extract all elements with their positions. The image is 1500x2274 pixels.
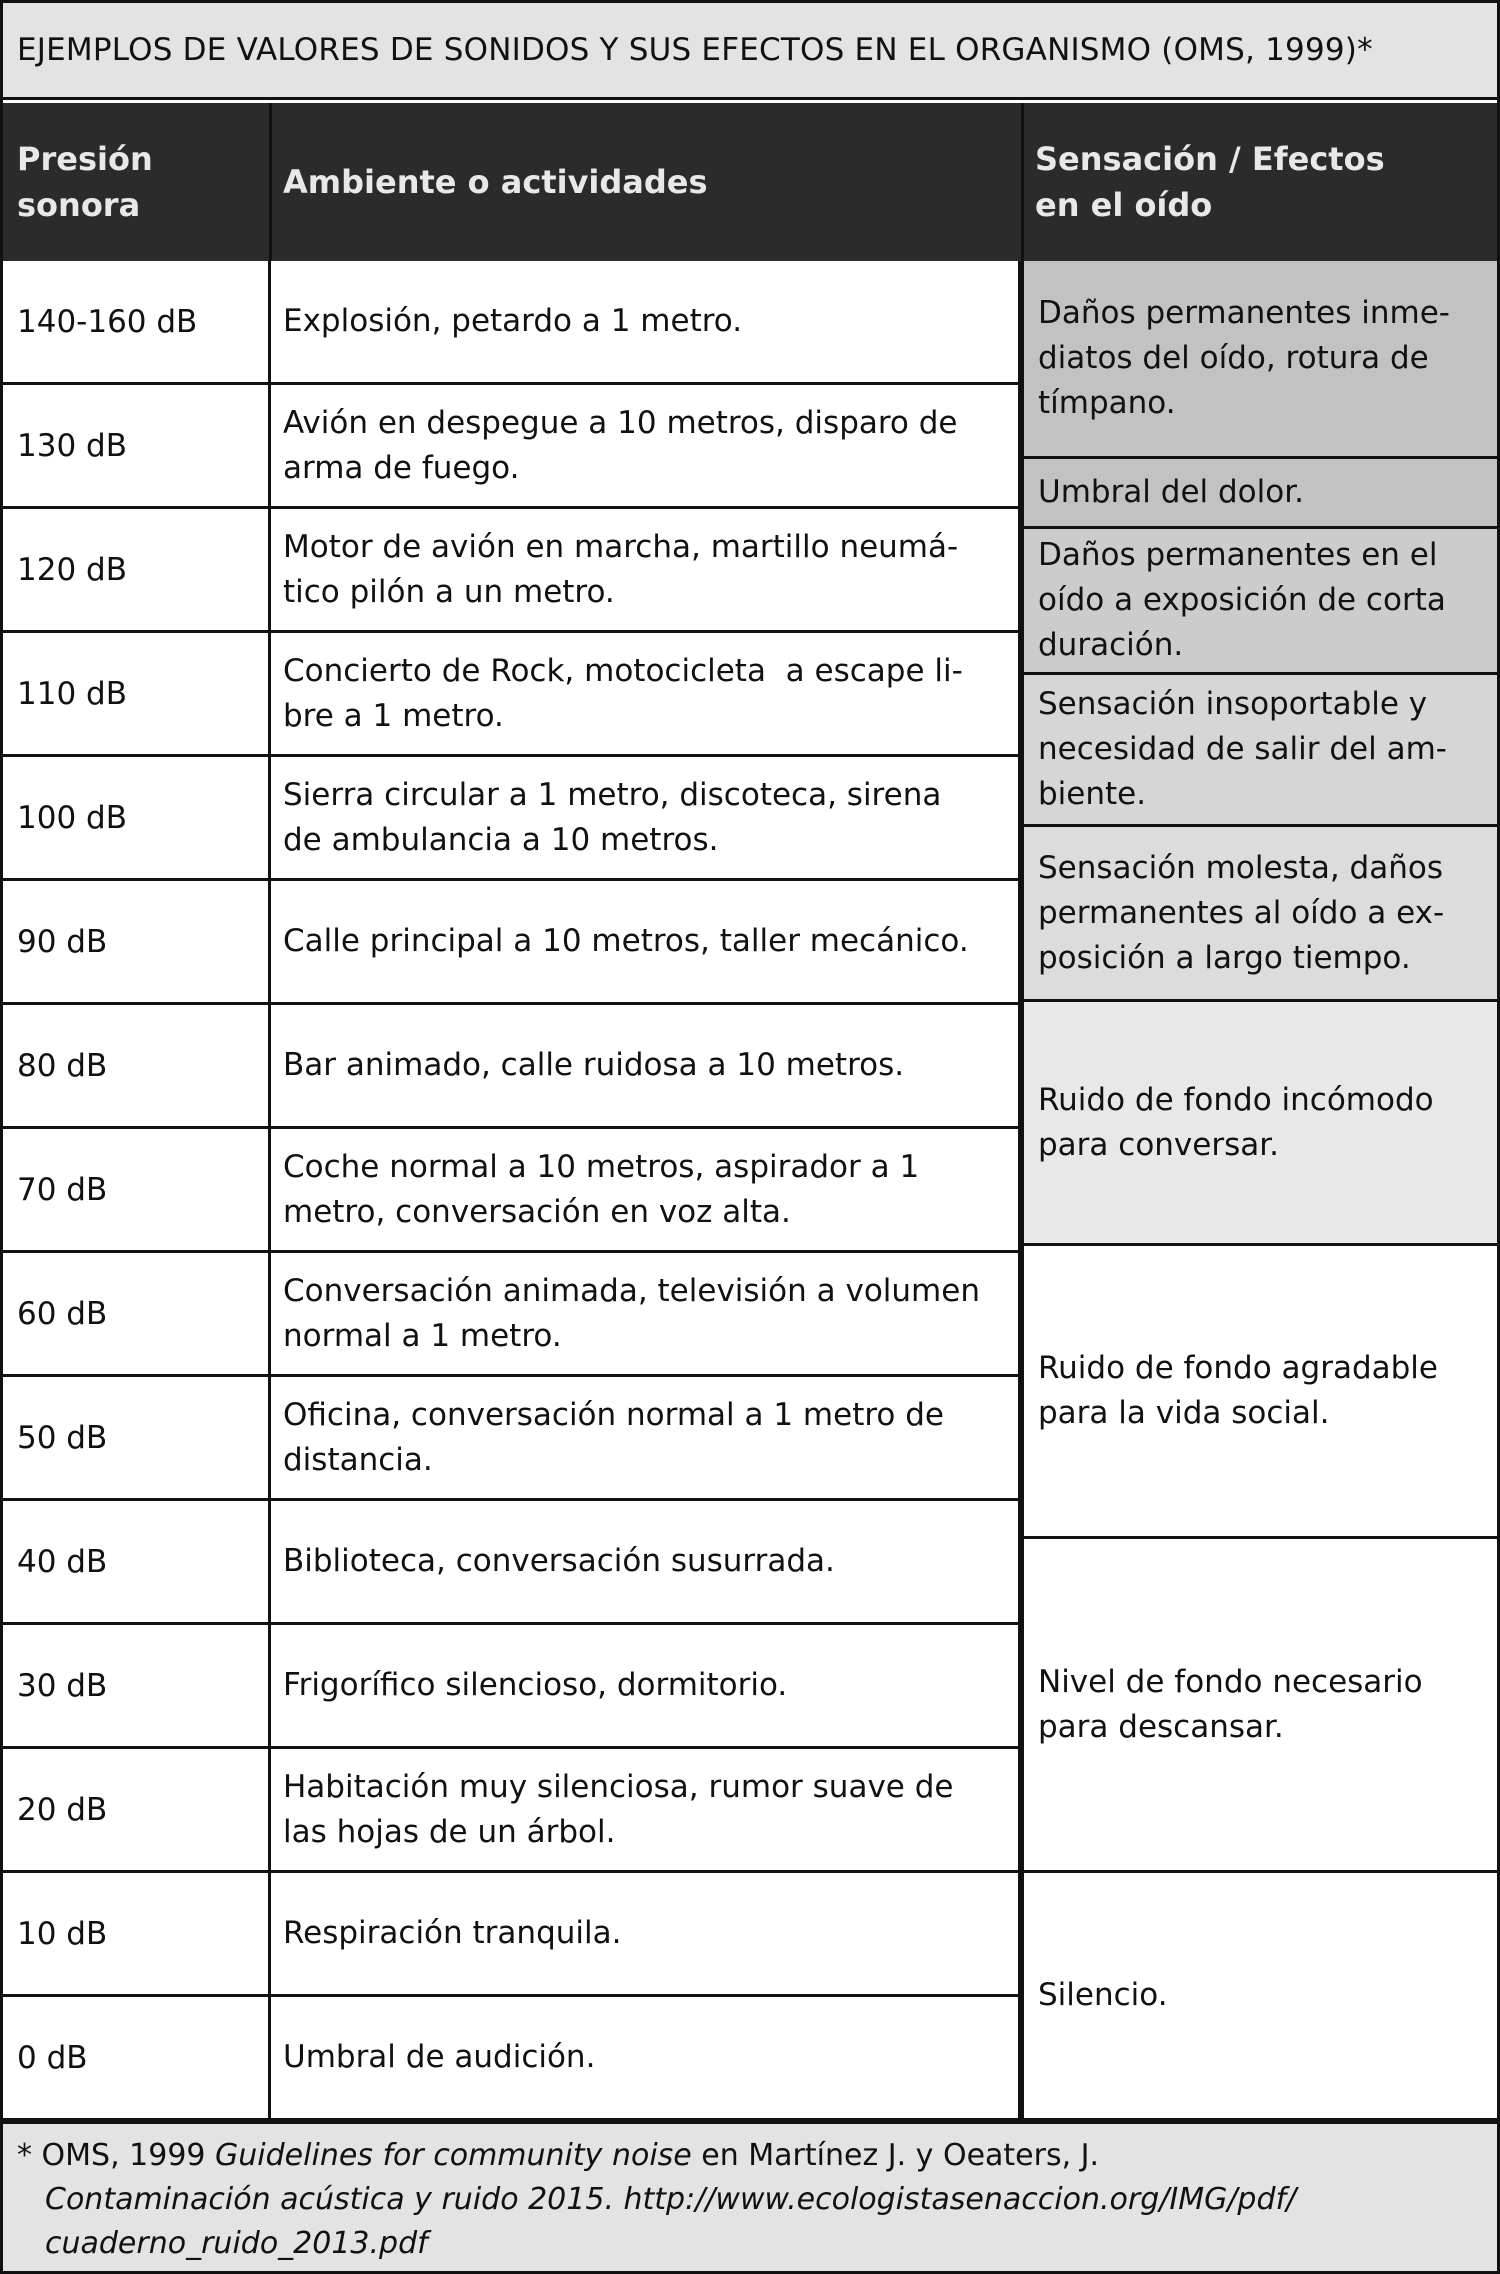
effect-cell (1021, 261, 1497, 459)
effect-line: para la vida social. (1038, 1395, 1330, 1431)
table-footnote (3, 2121, 1497, 2271)
ambiente-line: Conversación animada, televisión a volumen (283, 1272, 980, 1309)
effect-line: para descansar. (1038, 1708, 1284, 1745)
table-row (3, 1997, 1021, 2121)
footnote-guidelines: Guidelines for community noise (215, 2138, 692, 2173)
ambiente-line: normal a 1 metro. (283, 1317, 562, 1354)
cell-pressure-level: 110 dB (3, 633, 271, 757)
cell-pressure-level: 0 dB (3, 1997, 271, 2121)
table-row (3, 385, 1021, 509)
table-row (3, 1749, 1021, 1873)
header-presion-sonora (3, 103, 269, 261)
table-row (3, 1873, 1021, 1997)
cell-pressure-level: 20 dB (3, 1749, 271, 1873)
cell-pressure-level: 130 dB (3, 385, 271, 509)
ambiente-line: Explosión, petardo a 1 metro. (283, 303, 743, 339)
table-row (3, 1377, 1021, 1501)
ambiente-line: las hojas de un árbol. (283, 1813, 616, 1850)
cell-pressure-level: 40 dB (3, 1501, 271, 1625)
table-row (3, 509, 1021, 633)
header-sensacion (1021, 103, 1497, 261)
effect-cell (1021, 1539, 1497, 1873)
effect-line: necesidad de salir del am- (1038, 731, 1447, 767)
table-row (3, 1253, 1021, 1377)
effect-line: Sensación molesta, daños (1038, 849, 1443, 886)
effect-line: oído a exposición de corta (1038, 582, 1446, 618)
header-sensacion-line2: en el oído (1035, 186, 1213, 224)
ambiente-line: de ambulancia a 10 metros. (283, 821, 719, 858)
table-row (3, 881, 1021, 1005)
table-row (3, 1625, 1021, 1749)
effect-line: Nivel de fondo necesario (1038, 1663, 1423, 1700)
table-row (3, 1005, 1021, 1129)
effect-line: para conversar. (1038, 1126, 1279, 1163)
cell-ambiente (271, 881, 1021, 1005)
ambiente-line: Habitación muy silenciosa, rumor suave de (283, 1768, 954, 1805)
cell-ambiente (271, 385, 1021, 509)
effect-line: biente. (1038, 776, 1147, 812)
effect-line: tímpano. (1038, 385, 1176, 421)
ambiente-line: Calle principal a 10 metros, taller mecánico. (283, 923, 969, 959)
effect-line: Sensación insoportable y (1038, 686, 1428, 722)
ambiente-line: arma de fuego. (283, 449, 520, 486)
cell-pressure-level: 50 dB (3, 1377, 271, 1501)
footnote-cuaderno: cuaderno_ruido_2013.pdf (45, 2226, 428, 2261)
ambiente-line: bre a 1 metro. (283, 697, 504, 734)
ambiente-line: Oficina, conversación normal a 1 metro de (283, 1396, 944, 1433)
cell-ambiente (271, 1749, 1021, 1873)
effect-cell (1021, 827, 1497, 1002)
cell-pressure-level: 30 dB (3, 1625, 271, 1749)
table-header (3, 103, 1497, 261)
ambiente-line: Motor de avión en marcha, martillo neumá- (283, 528, 959, 565)
table-row (3, 757, 1021, 881)
effect-line: Silencio. (1038, 1977, 1168, 2013)
cell-ambiente (271, 1129, 1021, 1253)
cell-pressure-level: 10 dB (3, 1873, 271, 1997)
footnote-star: * OMS, 1999 (17, 2138, 216, 2173)
ambiente-line: Umbral de audición. (283, 2039, 596, 2075)
effect-line: Ruido de fondo agradable (1038, 1350, 1438, 1386)
table-row (3, 261, 1021, 385)
effect-line: duración. (1038, 627, 1184, 663)
effect-cell (1021, 1002, 1497, 1246)
effect-line: Ruido de fondo incómodo (1038, 1081, 1434, 1118)
effect-cell (1021, 459, 1497, 529)
cell-pressure-level: 100 dB (3, 757, 271, 881)
effect-cell (1021, 529, 1497, 675)
cell-ambiente (271, 1997, 1021, 2121)
header-sensacion-line1: Sensación / Efectos (1035, 140, 1385, 178)
cell-ambiente (271, 261, 1021, 385)
ambiente-line: Sierra circular a 1 metro, discoteca, sirena (283, 776, 942, 813)
cell-ambiente (271, 1873, 1021, 1997)
effect-line: posición a largo tiempo. (1038, 939, 1411, 976)
cell-ambiente (271, 757, 1021, 881)
table-row (3, 1501, 1021, 1625)
cell-ambiente (271, 633, 1021, 757)
cell-pressure-level: 90 dB (3, 881, 271, 1005)
effect-line: permanentes al oído a ex- (1038, 894, 1445, 931)
effect-line: Umbral del dolor. (1038, 474, 1304, 510)
cell-ambiente (271, 1253, 1021, 1377)
effects-column (1021, 261, 1497, 2121)
cell-ambiente (271, 509, 1021, 633)
cell-ambiente (271, 1625, 1021, 1749)
effect-cell (1021, 1246, 1497, 1539)
ambiente-line: Avión en despegue a 10 metros, disparo de (283, 404, 958, 441)
ambiente-line: Coche normal a 10 metros, aspirador a 1 (283, 1148, 920, 1185)
ambiente-line: tico pilón a un metro. (283, 573, 615, 610)
effect-cell (1021, 675, 1497, 827)
ambiente-line: Bar animado, calle ruidosa a 10 metros. (283, 1047, 905, 1083)
effect-line: Daños permanentes inme- (1038, 295, 1450, 331)
cell-pressure-level: 140-160 dB (3, 261, 271, 385)
table-row (3, 1129, 1021, 1253)
ambiente-line: Biblioteca, conversación susurrada. (283, 1543, 835, 1579)
cell-pressure-level: 70 dB (3, 1129, 271, 1253)
table-title: EJEMPLOS DE VALORES DE SONIDOS Y SUS EFECTOS EN EL ORGANISMO (OMS, 1999)* (3, 3, 1497, 100)
cell-ambiente (271, 1501, 1021, 1625)
ambiente-line: Frigorífico silencioso, dormitorio. (283, 1667, 788, 1703)
cell-ambiente (271, 1005, 1021, 1129)
ambiente-line: metro, conversación en voz alta. (283, 1193, 791, 1230)
footnote-contaminacion: Contaminación acústica y ruido 2015. http://www.ecologistasenaccion.org/IMG/pdf/ (45, 2182, 1297, 2217)
cell-pressure-level: 80 dB (3, 1005, 271, 1129)
header-presion-line2: sonora (17, 186, 141, 224)
effect-line: Daños permanentes en el (1038, 537, 1438, 573)
effect-cell (1021, 1873, 1497, 2121)
cell-ambiente (271, 1377, 1021, 1501)
ambiente-line: Concierto de Rock, motocicleta a escape li- (283, 652, 963, 689)
ambiente-line: distancia. (283, 1441, 433, 1478)
header-presion-line1: Presión (17, 140, 153, 178)
effect-line: diatos del oído, rotura de (1038, 340, 1429, 376)
footnote-authors: en Martínez J. y Oeaters, J. (691, 2138, 1100, 2173)
cell-pressure-level: 120 dB (3, 509, 271, 633)
cell-pressure-level: 60 dB (3, 1253, 271, 1377)
header-ambiente: Ambiente o actividades (283, 163, 708, 201)
ambiente-line: Respiración tranquila. (283, 1915, 622, 1951)
table-row (3, 633, 1021, 757)
